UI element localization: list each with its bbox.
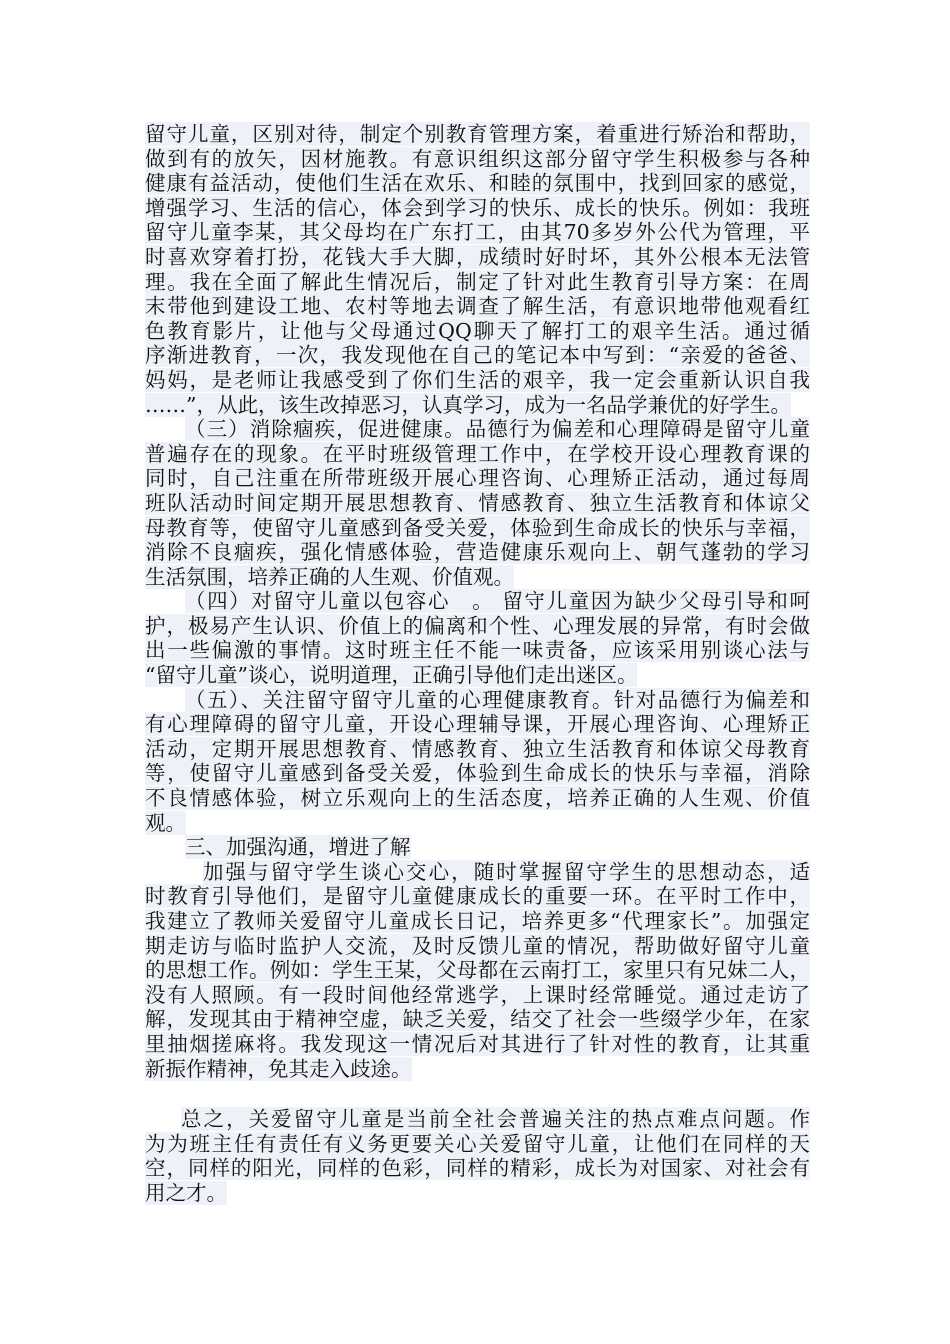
text-line-content: 增强学习、生活的信心，体会到学习的快乐、成长的快乐。例如：我班	[145, 195, 810, 220]
document-page	[145, 122, 810, 1206]
text-line-content: 理。我在全面了解此生情况后，制定了针对此生教育引导方案：在周	[145, 269, 810, 294]
text-line	[145, 294, 810, 319]
text-line	[145, 761, 810, 786]
text-line-content: 解，发现其由于精神空虚，缺乏关爱，结交了社会一些缀学少年，在家	[145, 1007, 810, 1032]
text-line	[145, 368, 810, 393]
text-line-content: 时教育引导他们，是留守儿童健康成长的重要一环。在平时工作中，	[145, 884, 810, 909]
text-line	[145, 565, 810, 590]
text-line-content: 加强与留守学生谈心交心，随时掌握留守学生的思想动态，适	[203, 859, 810, 884]
text-line-content: 同时，自己注重在所带班级开展心理咨询、心理矫正活动，通过每周	[145, 466, 810, 491]
text-line-content: 健康有益活动，使他们生活在欢乐、和睦的氛围中，找到回家的感觉，	[145, 171, 810, 196]
text-line	[145, 466, 810, 491]
text-line-content: 里抽烟搓麻将。我发现这一情况后对其进行了针对性的教育，让其重	[145, 1031, 810, 1056]
text-line-content: 普遍存在的现象。在平时班级管理工作中，在学校开设心理教育课的	[145, 441, 810, 466]
text-line-content: 期走访与临时监护人交流，及时反馈儿童的情况，帮助做好留守儿童	[145, 933, 810, 958]
text-line-content: 留守儿童李某，其父母均在广东打工，由其70多岁外公代为管理，平	[145, 220, 810, 245]
text-line-content: 观。	[145, 810, 186, 835]
text-line	[145, 270, 810, 295]
text-line	[145, 540, 810, 565]
text-line-content: 总之，关爱留守儿童是当前全社会普遍关注的热点难点问题。作	[181, 1107, 810, 1132]
text-line	[145, 811, 810, 836]
section-heading	[145, 835, 810, 860]
text-line-content: 新振作精神，免其走入歧途。	[145, 1056, 412, 1081]
text-line-content: ……”，从此，该生改掉恶习，认真学习，成为一名品学兼优的好学生。	[145, 392, 791, 417]
text-line-content: 生活氛围，培养正确的人生观、价值观。	[145, 564, 514, 589]
text-line-content: 消除不良痼疾，强化情感体验，营造健康乐观向上、朝气蓬勃的学习	[145, 540, 810, 565]
text-line	[145, 516, 810, 541]
text-line	[145, 417, 810, 442]
text-line-content: 班队活动时间定期开展思想教育、情感教育、独立生活教育和体谅父	[145, 490, 810, 515]
text-line	[145, 1057, 810, 1082]
text-line-content: 等，使留守儿童感到备受关爱，体验到生命成长的快乐与幸福，消除	[145, 761, 810, 786]
text-line	[145, 1107, 810, 1132]
text-line-content: 有心理障碍的留守儿童，开设心理辅导课，开展心理咨询、心理矫正	[145, 712, 810, 737]
text-line	[145, 638, 810, 663]
text-line	[145, 220, 810, 245]
text-line	[145, 171, 810, 196]
text-line	[145, 491, 810, 516]
text-line-content: 我建立了教师关爱留守儿童成长日记，培养更多“代理家长”。加强定	[145, 909, 810, 933]
text-line	[145, 1132, 810, 1157]
text-line-content: 留守儿童，区别对待，制定个别教育管理方案，着重进行矫治和帮助，	[145, 122, 810, 146]
paragraph	[145, 589, 810, 687]
text-line-content: 末带他到建设工地、农村等地去调查了解生活，有意识地带他观看红	[145, 294, 810, 319]
paragraph	[145, 1107, 810, 1205]
text-line-content: 出一些偏激的事情。这时班主任不能一味责备，应该采用别谈心法与	[145, 638, 810, 663]
text-line-content: （三）消除痼疾，促进健康。品德行为偏差和心理障碍是留守儿童	[185, 417, 810, 442]
text-line-content: 不良情感体验，树立乐观向上的生活态度，培养正确的人生观、价值	[145, 786, 810, 811]
text-line	[145, 614, 810, 639]
text-line	[145, 983, 810, 1008]
text-line	[145, 589, 810, 614]
text-line	[145, 245, 810, 270]
text-line	[145, 1032, 810, 1057]
text-line	[145, 884, 810, 909]
text-line	[145, 122, 810, 147]
text-line	[145, 1156, 810, 1181]
text-line-content: 色教育影片，让他与父母通过QQ聊天了解打工的艰辛生活。通过循	[145, 318, 810, 343]
paragraph-gap	[145, 1081, 810, 1107]
text-line-content: 时喜欢穿着打扮，花钱大手大脚，成绩时好时坏，其外公根本无法管	[145, 244, 810, 269]
text-line	[145, 934, 810, 959]
text-line	[145, 147, 810, 172]
text-line-content: 的思想工作。例如：学生王某，父母都在云南打工，家里只有兄妹二人，	[145, 958, 810, 983]
paragraph	[145, 688, 810, 836]
paragraph	[145, 860, 810, 1081]
text-line-content: 母教育等，使留守儿童感到备受关爱，体验到生命成长的快乐与幸福，	[145, 515, 810, 540]
text-line-content: “留守儿童”谈心，说明道理，正确引导他们走出迷区。	[145, 663, 638, 688]
text-line-content: 活动，定期开展思想教育、情感教育、独立生活教育和体谅父母教育	[145, 736, 810, 761]
text-line	[145, 712, 810, 737]
text-line	[145, 688, 810, 713]
text-line	[145, 196, 810, 221]
text-line	[145, 663, 810, 688]
text-line-content: 护，极易产生认识、价值上的偏离和个性、心理发展的异常，有时会做	[145, 613, 810, 638]
text-line	[145, 1007, 810, 1032]
text-line-content: （四）对留守儿童以包容心 。 留守儿童因为缺少父母引导和呵	[185, 589, 810, 614]
text-line	[145, 393, 810, 418]
paragraph	[145, 417, 810, 589]
text-line	[145, 860, 810, 885]
text-line-content: 为为班主任有责任有义务更要关心关爱留守儿童，让他们在同样的天	[145, 1131, 810, 1156]
text-line-content: 三、加强沟通，增进了解	[185, 835, 411, 860]
text-line-content: 没有人照顾。有一段时间他经常逃学，上课时经常睡觉。通过走访了	[145, 982, 810, 1007]
text-line	[145, 835, 810, 860]
text-line	[145, 319, 810, 344]
text-line-content: 做到有的放矢，因材施教。有意识组织这部分留守学生积极参与各种	[145, 146, 810, 171]
paragraph	[145, 122, 810, 417]
text-line	[145, 786, 810, 811]
text-line	[145, 909, 810, 934]
text-line	[145, 343, 810, 368]
text-line	[145, 958, 810, 983]
text-line-content: 序渐进教育，一次，我发现他在自己的笔记本中写到：“亲爱的爸爸、	[145, 343, 810, 368]
text-line-content: 用之才。	[145, 1180, 227, 1205]
text-line	[145, 737, 810, 762]
text-line	[145, 442, 810, 467]
text-line-content: 空，同样的阳光，同样的色彩，同样的精彩，成长为对国家、对社会有	[145, 1156, 810, 1181]
text-line-content: 妈妈，是老师让我感受到了你们生活的艰辛，我一定会重新认识自我	[145, 367, 810, 392]
text-line	[145, 1181, 810, 1206]
text-line-content: （五）、关注留守留守儿童的心理健康教育。针对品德行为偏差和	[185, 687, 810, 712]
